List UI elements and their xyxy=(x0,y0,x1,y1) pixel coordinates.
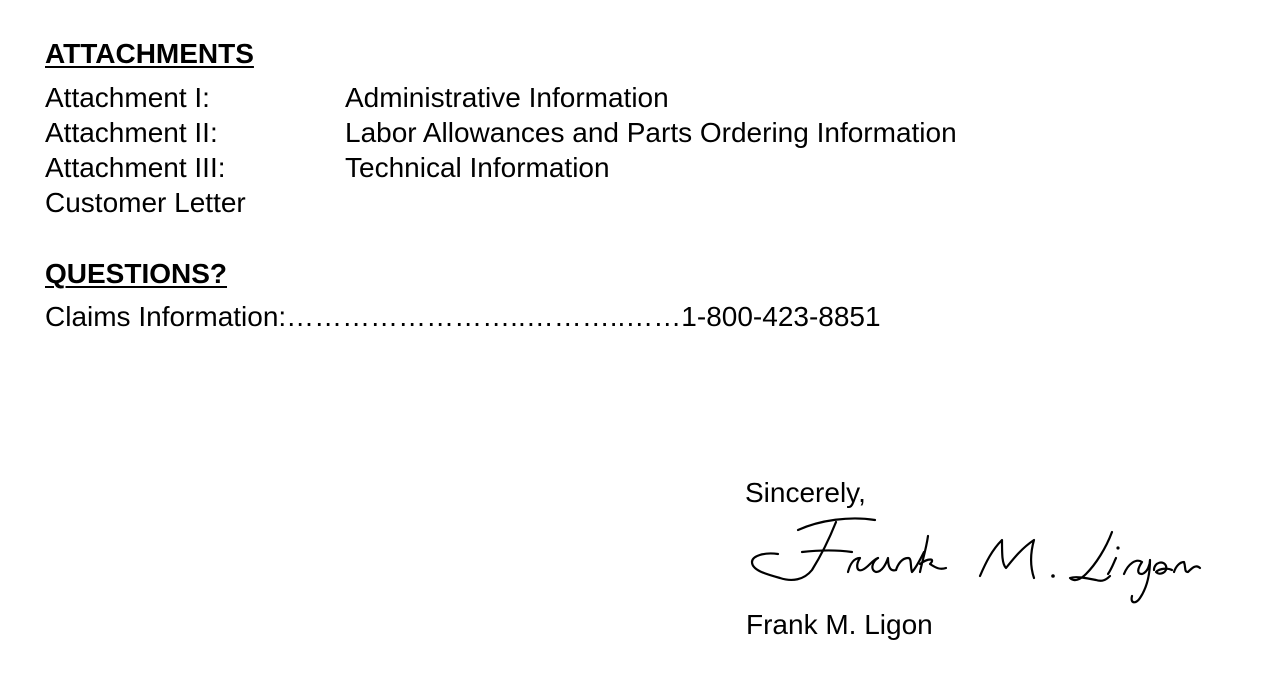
handwritten-signature xyxy=(740,512,1210,608)
attachment-label: Attachment III: xyxy=(45,152,226,183)
attachment-label: Attachment II: xyxy=(45,117,218,148)
claims-information-line: Claims Information:……………………..………..……1-800-423-8851 xyxy=(45,301,881,332)
closing-salutation: Sincerely, xyxy=(745,477,866,508)
attachment-description: Technical Information xyxy=(345,152,610,183)
questions-heading: QUESTIONS? xyxy=(45,258,228,289)
attachment-label: Customer Letter xyxy=(45,187,246,218)
attachment-description: Administrative Information xyxy=(345,82,669,113)
attachment-label: Attachment I: xyxy=(45,82,210,113)
signer-name: Frank M. Ligon xyxy=(746,609,933,640)
attachment-description: Labor Allowances and Parts Ordering Information xyxy=(345,117,957,148)
attachments-heading: ATTACHMENTS xyxy=(45,38,254,69)
